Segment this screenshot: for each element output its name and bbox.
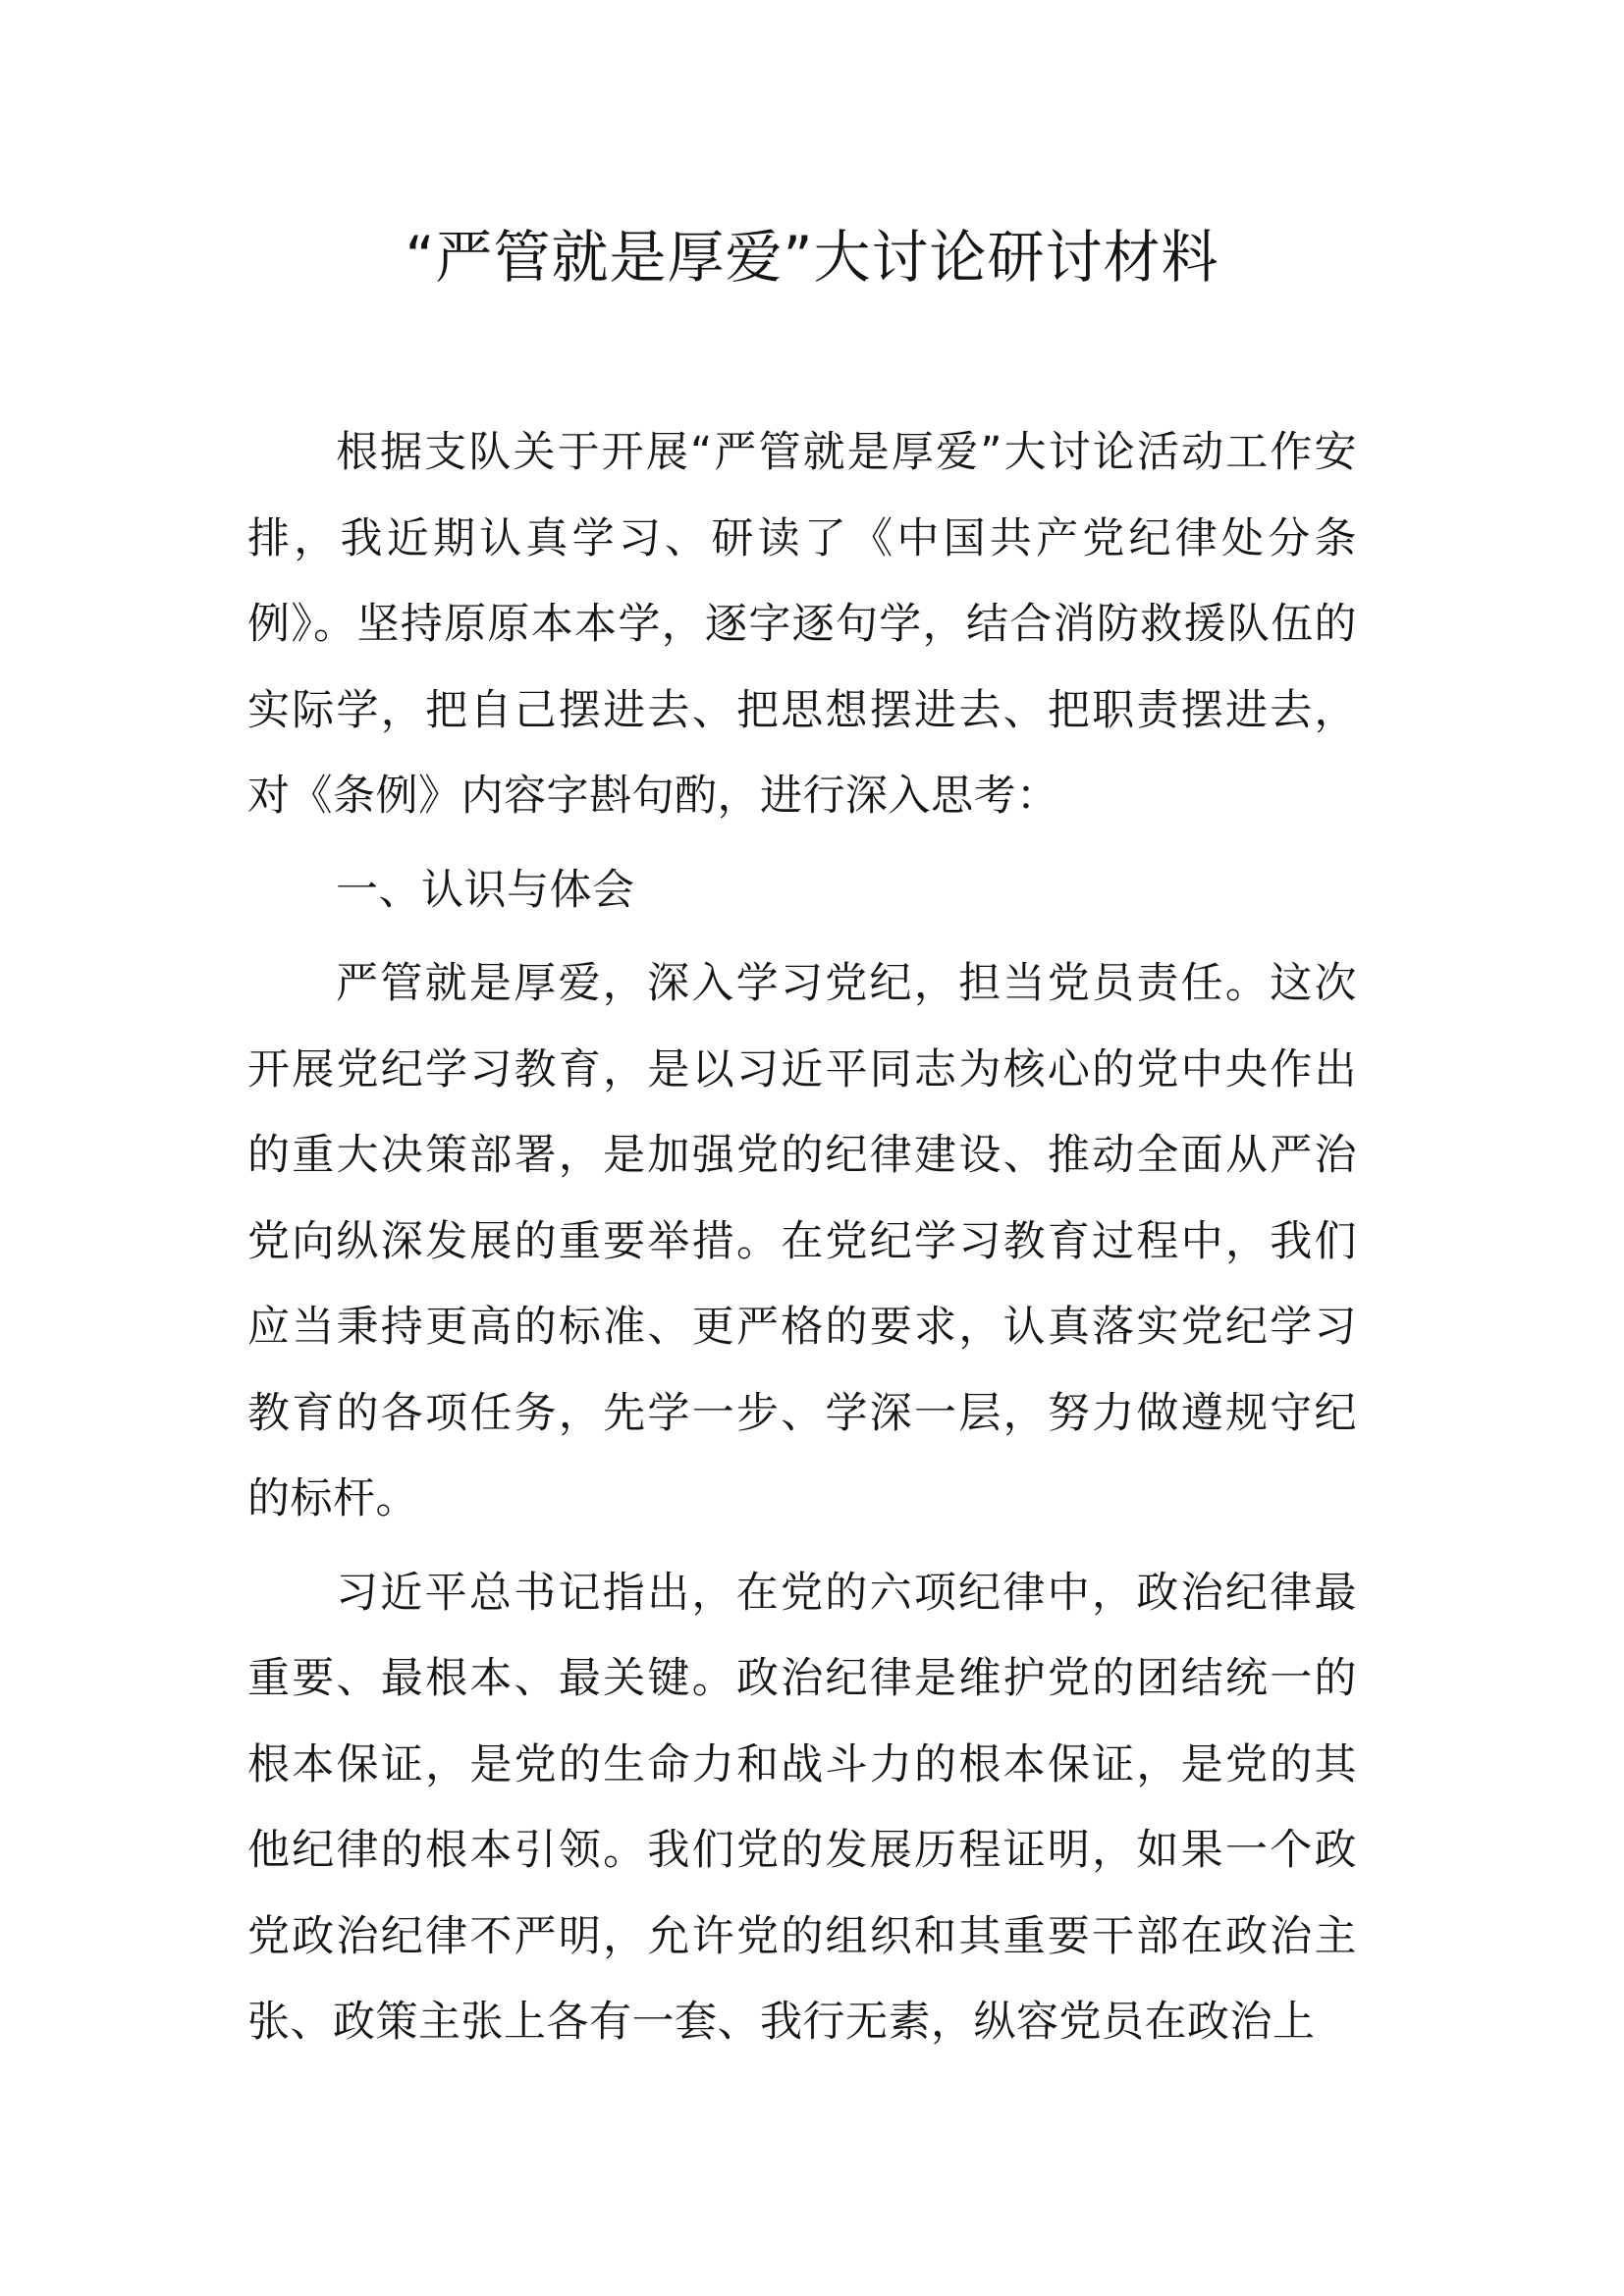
section-heading: 一、认识与体会: [336, 865, 635, 915]
paragraph-intro: 根据支队关于开展“严管就是厚爱”大讨论活动工作安排，我近期认真学习、研读了《中国共产党纪律处分条例》。坚持原原本本学，逐字逐句学，结合消防救援队伍的实际学，把自己摆进去、把思想摆进去、把职责摆进去，对《条例》内容字斟句酌，进行深入思考：: [247, 428, 1357, 821]
document-body: [247, 410, 1357, 2066]
paragraph-political-discipline: 习近平总书记指出，在党的六项纪律中，政治纪律最重要、最根本、最关键。政治纪律是维护党的团结统一的根本保证，是党的生命力和战斗力的根本保证，是党的其他纪律的根本引领。我们党的发展历程证明，如果一个政党政治纪律不严明，允许党的组织和其重要干部在政治主张、政策主张上各有一套、我行无素，纵容党员在政治上: [247, 1568, 1357, 2047]
paragraph-strict-management: 严管就是厚爱，深入学习党纪，担当党员责任。这次开展党纪学习教育，是以习近平同志为核心的党中央作出的重大决策部署，是加强党的纪律建设、推动全面从严治党向纵深发展的重要举措。在党纪学习教育过程中，我们应当秉持更高的标准、更严格的要求，认真落实党纪学习教育的各项任务，先学一步、学深一层，努力做遵规守纪的标杆。: [247, 959, 1357, 1523]
document-title: “严管就是厚爱”大讨论研讨材料: [405, 224, 1219, 291]
